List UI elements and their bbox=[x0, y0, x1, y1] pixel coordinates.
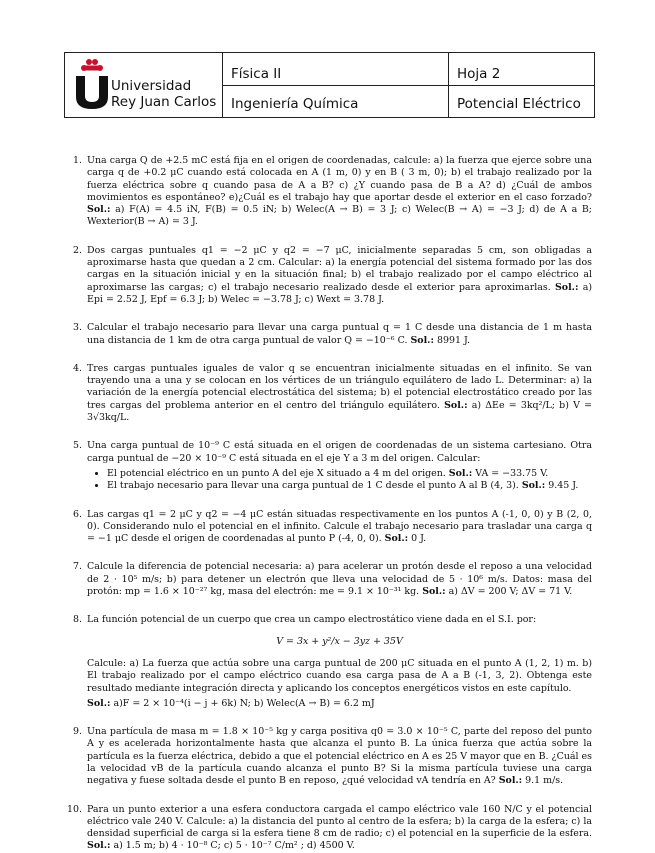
solution-label: Sol.: bbox=[444, 399, 468, 411]
bullet-text: El trabajo necesario para llevar una carga puntual de 1 C desde el punto A al B (4, 3). bbox=[107, 480, 519, 492]
list-item bbox=[107, 468, 592, 480]
problem-number: 5. bbox=[72, 440, 82, 452]
problem-text: Una partícula de masa m = 1.8 × 10⁻⁵ kg y carga positiva q0 = 3.0 × 10⁻⁵ C, parte del reposo del punto A y es acelerada horizontalmente hasta que alcanza el punto B. La única fuerza que actúa sobre la partícula es la fuerza eléctrica, debido a que el potencial eléctrico en A es 25 V mayor que en B. ¿Cuál es la velocidad vB de la partícula cuando alcanza el punto B? Si la misma partícula tuviese una carga negativa y fuese soltada desde el punto B en reposo, ¿qué velocidad vA tendría en A? bbox=[87, 726, 592, 787]
problem-item bbox=[64, 509, 592, 546]
problem-number: 1. bbox=[72, 155, 82, 166]
problem-text-continued: Calcule: a) La fuerza que actúa sobre una carga puntual de 200 μC situada en el punto A (1, 2, 1) m. b) El trabajo realizado por el campo eléctrico cuando esa carga pasa de A a B (-1, 3, 2). Obtenga este resultado mediante integración directa y aplicando los conceptos energéticos vistos en este capítulo. bbox=[87, 657, 592, 694]
problem-number: 8. bbox=[72, 614, 82, 626]
problem-text: Las cargas q1 = 2 μC y q2 = −4 μC están situadas respectivamente en los puntos A (-1, 0, 0) y B (2, 0, 0). Considerando nulo el potencial en el infinito. Calcule el trabajo necesario para trasladar una carga q = −1 μC desde el origen de coordenadas al punto P (-4, 0, 0). bbox=[87, 508, 592, 545]
solution-text: a) Epi = 2.52 J, Epf = 6.3 J; b) Welec = −3.78 J; c) Wext = 3.78 J. bbox=[87, 281, 593, 305]
university-name bbox=[111, 78, 216, 110]
solution-label: Sol.: bbox=[410, 334, 434, 346]
solution-text: 8991 J. bbox=[436, 334, 471, 346]
university-line1: Universidad bbox=[111, 78, 192, 94]
course-title: Física II bbox=[231, 66, 282, 82]
problem-text: Dos cargas puntuales q1 = −2 μC y q2 = −7 μC, inicialmente separadas 5 cm, son obligadas a aproximarse hasta que quedan a 2 cm. Calcular: a) la energía potencial del sistema formado por las dos cargas en la situación inicial y en la situación final; b) el trabajo realizado por el campo eléctrico al aproximarse las cargas; c) el trabajo necesario realizado desde el exterior para aproximarlas. bbox=[87, 244, 592, 293]
solution-label: Sol.: bbox=[384, 533, 409, 545]
bullet-list bbox=[87, 468, 592, 493]
solution-text: a) ΔEe = 3kq²/L; b) V = 3√3kq/L. bbox=[87, 399, 592, 424]
problem-text: La función potencial de un cuerpo que crea un campo electrostático viene dada en el S.I. por: bbox=[87, 614, 537, 626]
solution-text: 9.45 J. bbox=[548, 480, 579, 492]
solution-text: a) ΔV = 200 V; ΔV = 71 V. bbox=[448, 586, 573, 598]
problem-item bbox=[64, 155, 592, 229]
problem-number: 2. bbox=[72, 244, 82, 256]
sheet-topic: Potencial Eléctrico bbox=[457, 96, 581, 112]
solution-text: 0 J. bbox=[411, 533, 427, 545]
problem-item bbox=[64, 363, 592, 424]
problem-number: 10. bbox=[66, 803, 82, 815]
problem-text: Una carga Q de +2.5 mC está fija en el origen de coordenadas, calcule: a) la fuerza que ejerce sobre una carga q de +0.2 μC cuando está colocada en A (1 m, 0) y en B ( 3 m, 0); b) el trabajo realizado por la fuerza eléctrica sobre q cuando pasa de A a B? c) ¿Y cuando pasa de B a A? d) ¿Cuál de ambos movimientos es espontáneo? e)¿Cuál es el trabajo hay que aportar desde el exterior en el caso forzado? bbox=[87, 155, 592, 203]
solution-text: a) 1.5 m; b) 4 · 10⁻⁸ C; c) 5 · 10⁻⁷ C/m² ; d) 4500 V. bbox=[113, 840, 355, 852]
solution-label: Sol.: bbox=[422, 586, 446, 598]
sheet-number: Hoja 2 bbox=[457, 66, 501, 82]
problem-text: Una carga puntual de 10⁻⁹ C está situada en el origen de coordenadas de un sistema cartesiano. Otra carga puntual de −20 × 10⁻⁹ C está situada en el eje Y a 3 m del origen. Calcular: bbox=[87, 440, 592, 464]
bullet-text: El potencial eléctrico en un punto A del eje X situado a 4 m del origen. bbox=[107, 467, 446, 479]
solution-label: Sol.: bbox=[87, 840, 111, 852]
problem-text: Calcular el trabajo necesario para llevar una carga puntual q = 1 C desde una distancia de 1 m hasta una distancia de 1 km de otra carga puntual de valor Q = −10⁻⁶ C. bbox=[87, 322, 592, 346]
degree-title: Ingeniería Química bbox=[231, 96, 359, 112]
solution-label: Sol.: bbox=[521, 480, 546, 492]
solution-text: VA = −33.75 V. bbox=[475, 467, 549, 479]
problem-number: 6. bbox=[72, 508, 82, 520]
solution-label: Sol.: bbox=[554, 281, 579, 293]
solution-label: Sol.: bbox=[498, 775, 523, 787]
university-line2: Rey Juan Carlos bbox=[111, 94, 217, 110]
problem-item bbox=[64, 726, 592, 787]
potential-equation: V = 3x + y²/x − 3yz + 35V bbox=[276, 635, 403, 647]
solution-label: Sol.: bbox=[448, 467, 473, 479]
solution-label: Sol.: bbox=[87, 204, 111, 216]
problem-text: Para un punto exterior a una esfera conductora cargada el campo eléctrico vale 160 N/C y el potencial eléctrico vale 240 V. Calcule: a) la distancia del punto al centro de la esfera; b) la carga de la esfera; c) la densidad superficial de carga si la esfera tiene 8 cm de radio; c) el potencial en la superficie de la esfera. bbox=[87, 803, 592, 840]
problem-number: 4. bbox=[72, 362, 82, 374]
solution-text: a)F = 2 × 10⁻⁴(i − j + 6k) N; b) Welec(A → B) = 6.2 mJ bbox=[113, 697, 375, 709]
problem-number: 9. bbox=[72, 726, 82, 738]
problem-item bbox=[64, 245, 592, 306]
problem-list bbox=[64, 155, 592, 853]
solution-label: Sol.: bbox=[87, 697, 111, 709]
problem-number: 7. bbox=[72, 561, 82, 573]
problem-text: Calcule la diferencia de potencial necesaria: a) para acelerar un protón desde el reposo a una velocidad de 2 · 10⁵ m/s; b) para detener un electrón que lleva una velocidad de 5 · 10⁶ m/s. Datos: masa del protón: mp = 1.6 × 10⁻²⁷ kg, masa del electrón: me = 9.1 × 10⁻³¹ kg. bbox=[87, 561, 592, 598]
problem-item bbox=[64, 322, 592, 347]
problem-item bbox=[64, 804, 592, 853]
problem-number: 3. bbox=[72, 322, 82, 334]
urjc-logo-icon bbox=[74, 58, 110, 110]
problem-item bbox=[64, 561, 592, 598]
problem-item bbox=[64, 614, 592, 710]
list-item bbox=[107, 480, 592, 492]
solution-text: 9.1 m/s. bbox=[525, 775, 564, 787]
solution-line bbox=[87, 698, 592, 710]
problem-text: Tres cargas puntuales iguales de valor q se encuentran inicialmente situadas en el infinito. Se van trayendo una a una y se colocan en los vértices de un triángulo equilátero de lado L. Determinar: a) la variación de la energía potencial electrostática del sistema; b) el potencial electrostático creado por las tres cargas del problema anterior en el centro del triángulo equilátero. bbox=[87, 362, 592, 411]
solution-text: a) F(A) = 4.5 iN, F(B) = 0.5 iN; b) Welec(A → B) = 3 J; c) Welec(B → A) = −3 J; d) de A a B; Wexterior(B → A) = 3 J. bbox=[87, 204, 592, 228]
problem-item bbox=[64, 440, 592, 492]
